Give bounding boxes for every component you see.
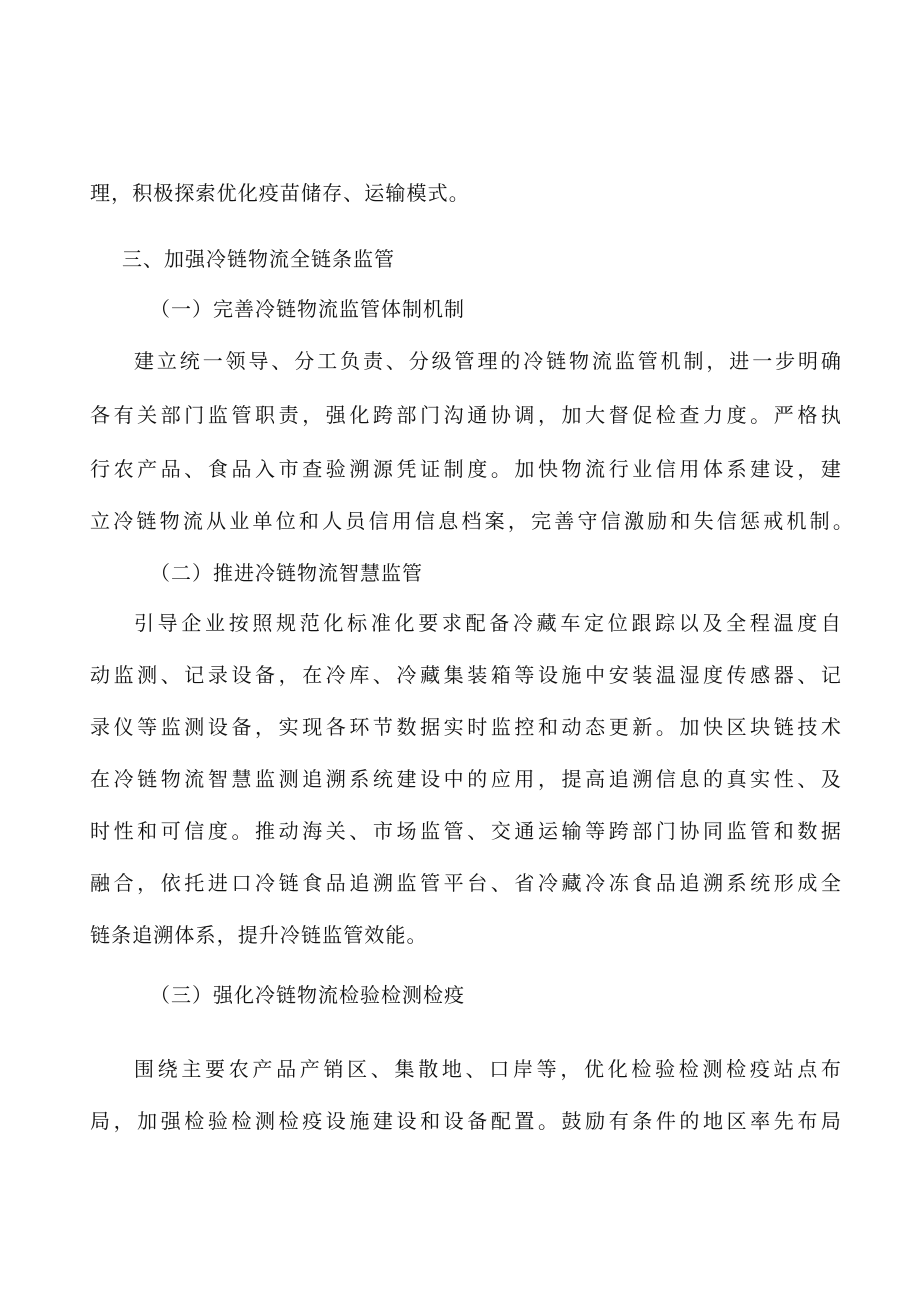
paragraph-line: 链条追溯体系，提升冷链监管效能。 <box>90 923 428 947</box>
subsection-heading-3: （三）强化冷链物流检验检测检疫 <box>150 983 465 1007</box>
paragraph-line: 在冷链物流智慧监测追溯系统建设中的应用，提高追溯信息的真实性、及 <box>90 767 842 791</box>
paragraph-line: 各有关部门监管职责，强化跨部门沟通协调，加大督促检查力度。严格执 <box>90 403 842 427</box>
paragraph-line: 局，加强检验检测检疫设施建设和设备配置。鼓励有条件的地区率先布局 <box>90 1109 842 1133</box>
paragraph-line: 立冷链物流从业单位和人员信用信息档案，完善守信激励和失信惩戒机制。 <box>90 509 854 533</box>
paragraph-line: 引导企业按照规范化标准化要求配备冷藏车定位跟踪以及全程温度自 <box>134 611 842 635</box>
section-heading: 三、加强冷链物流全链条监管 <box>122 247 395 271</box>
paragraph-line: 录仪等监测设备，实现各环节数据实时监控和动态更新。加快区块链技术 <box>90 715 842 739</box>
continuation-line: 理，积极探索优化疫苗储存、运输模式。 <box>90 181 470 205</box>
subsection-heading-1: （一）完善冷链物流监管体制机制 <box>150 297 465 321</box>
paragraph-line: 围绕主要农产品产销区、集散地、口岸等，优化检验检测检疫站点布 <box>134 1057 842 1081</box>
paragraph-line: 融合，依托进口冷链食品追溯监管平台、省冷藏冷冻食品追溯系统形成全 <box>90 871 842 895</box>
subsection-heading-2: （二）推进冷链物流智慧监管 <box>150 561 423 585</box>
paragraph-line: 动监测、记录设备，在冷库、冷藏集装箱等设施中安装温湿度传感器、记 <box>90 663 842 687</box>
paragraph-line: 行农产品、食品入市查验溯源凭证制度。加快物流行业信用体系建设，建 <box>90 457 842 481</box>
paragraph-line: 时性和可信度。推动海关、市场监管、交通运输等跨部门协同监管和数据 <box>90 819 842 843</box>
paragraph-line: 建立统一领导、分工负责、分级管理的冷链物流监管机制，进一步明确 <box>134 349 842 373</box>
